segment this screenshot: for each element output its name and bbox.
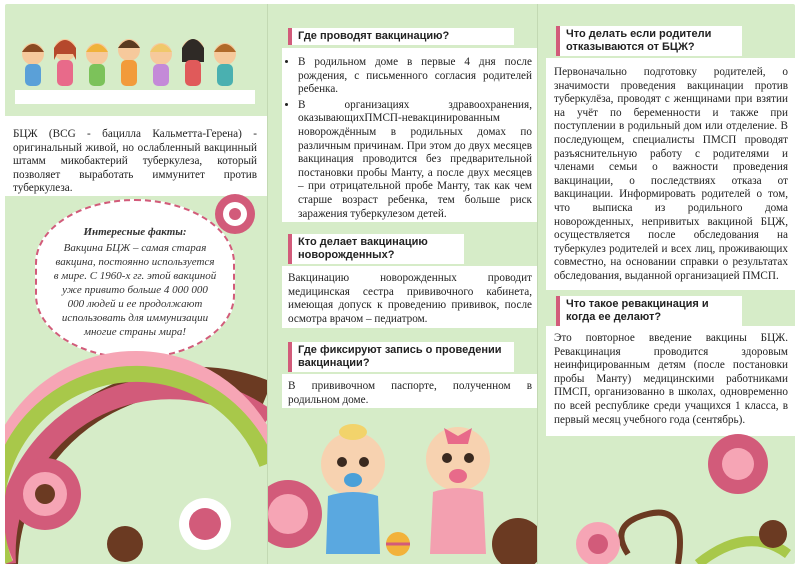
- list-item: • В организациях здравоохранения, оказывающихПМСП-невакцинированным новорождённым в родильных домах по различным причинам. При этом до двух месяцев вакцинация проводится без предварительной постановки пробы Манту, а после двух месяцев – при отрицательной пробе Манту, так как чем старше возраст ребенка, тем больше риск заражения туберкулезом детей.: [298, 99, 532, 221]
- rainbow-decoration: [5, 334, 267, 564]
- intro-text: БЦЖ (BCG - бацилла Кальметта-Герена) - оригинальный живой, но ослабленный вакцинный штамм микобактерий туберкулеза, который позволяет выработать иммунитет против туберкулеза.: [13, 128, 257, 195]
- children-illustration: [15, 14, 255, 109]
- panel-right: [537, 4, 795, 564]
- refusal-text: Первоначально подготовку родителей, о значимости проведения вакцинации против туберкулёза, проводят с женщинами при взятии на учёт по беременности и также при поступлении в родильный дом или отделение. В последующем, специалисты ПМСП проводят разъяснительную работу с родителями и членами семьи о важности проведения вакцинации, о последствиях отказа от вакцинации. Информировать родителей о том, что выписка из родильного дома новорожденных, непривитых вакциной БЦЖ, осуществляется после обследования на туберкулез родителей и всех лиц, проживающих совместно, на основании справки о результатах обследования, выданной организацией ПМСП.: [554, 66, 788, 282]
- brochure: [5, 4, 795, 564]
- panel-left: [5, 4, 267, 564]
- where-vaccinate-heading: Где проводят вакцинацию?: [288, 28, 514, 45]
- babies-illustration: [268, 404, 538, 564]
- facts-title: Интересные факты:: [83, 226, 187, 238]
- refusal-heading: Что делать если родители отказываются от БЦЖ?: [556, 26, 742, 56]
- revaccination-heading: Что такое ревакцинация и когда ее делают?: [556, 296, 742, 326]
- list-item: • В родильном доме в первые 4 дня после рождения, с письменного согласия родителей ребенка.: [298, 56, 532, 97]
- where-vaccinate-list: [284, 56, 532, 223]
- revaccination-text: Это повторное введение вакцины БЦЖ. Ревакцинация проводится здоровым неинфицированным детям (после постановки пробы Манту) медицинскими работниками ПМСП, организованно в школах, одновременно по всей республике среди учащихся 1 класса, в первый месяц учебного года (сентябрь).: [554, 332, 788, 426]
- record-heading: Где фиксируют запись о проведении вакцинации?: [288, 342, 514, 372]
- swirl-decoration: [538, 424, 795, 564]
- record-text: В прививочном паспорте, полученном в родильном доме.: [288, 380, 532, 406]
- facts-text: Вакцина БЦЖ – самая старая вакцина, постоянно используется в мире. С 1960-х гг. этой вакциной уже привито больше 4 000 000 000 людей и ее продолжают использовать для иммунизации многие страны мира!: [53, 242, 217, 338]
- panel-middle: [267, 4, 538, 564]
- who-vaccinates-text: Вакцинацию новорожденных проводит медицинская сестра прививочного кабинета, имеющая допуск к проведению прививок, после осмотра врачом – педиатром.: [288, 272, 532, 325]
- who-vaccinates-heading: Кто делает вакцинацию новорожденных?: [288, 234, 464, 264]
